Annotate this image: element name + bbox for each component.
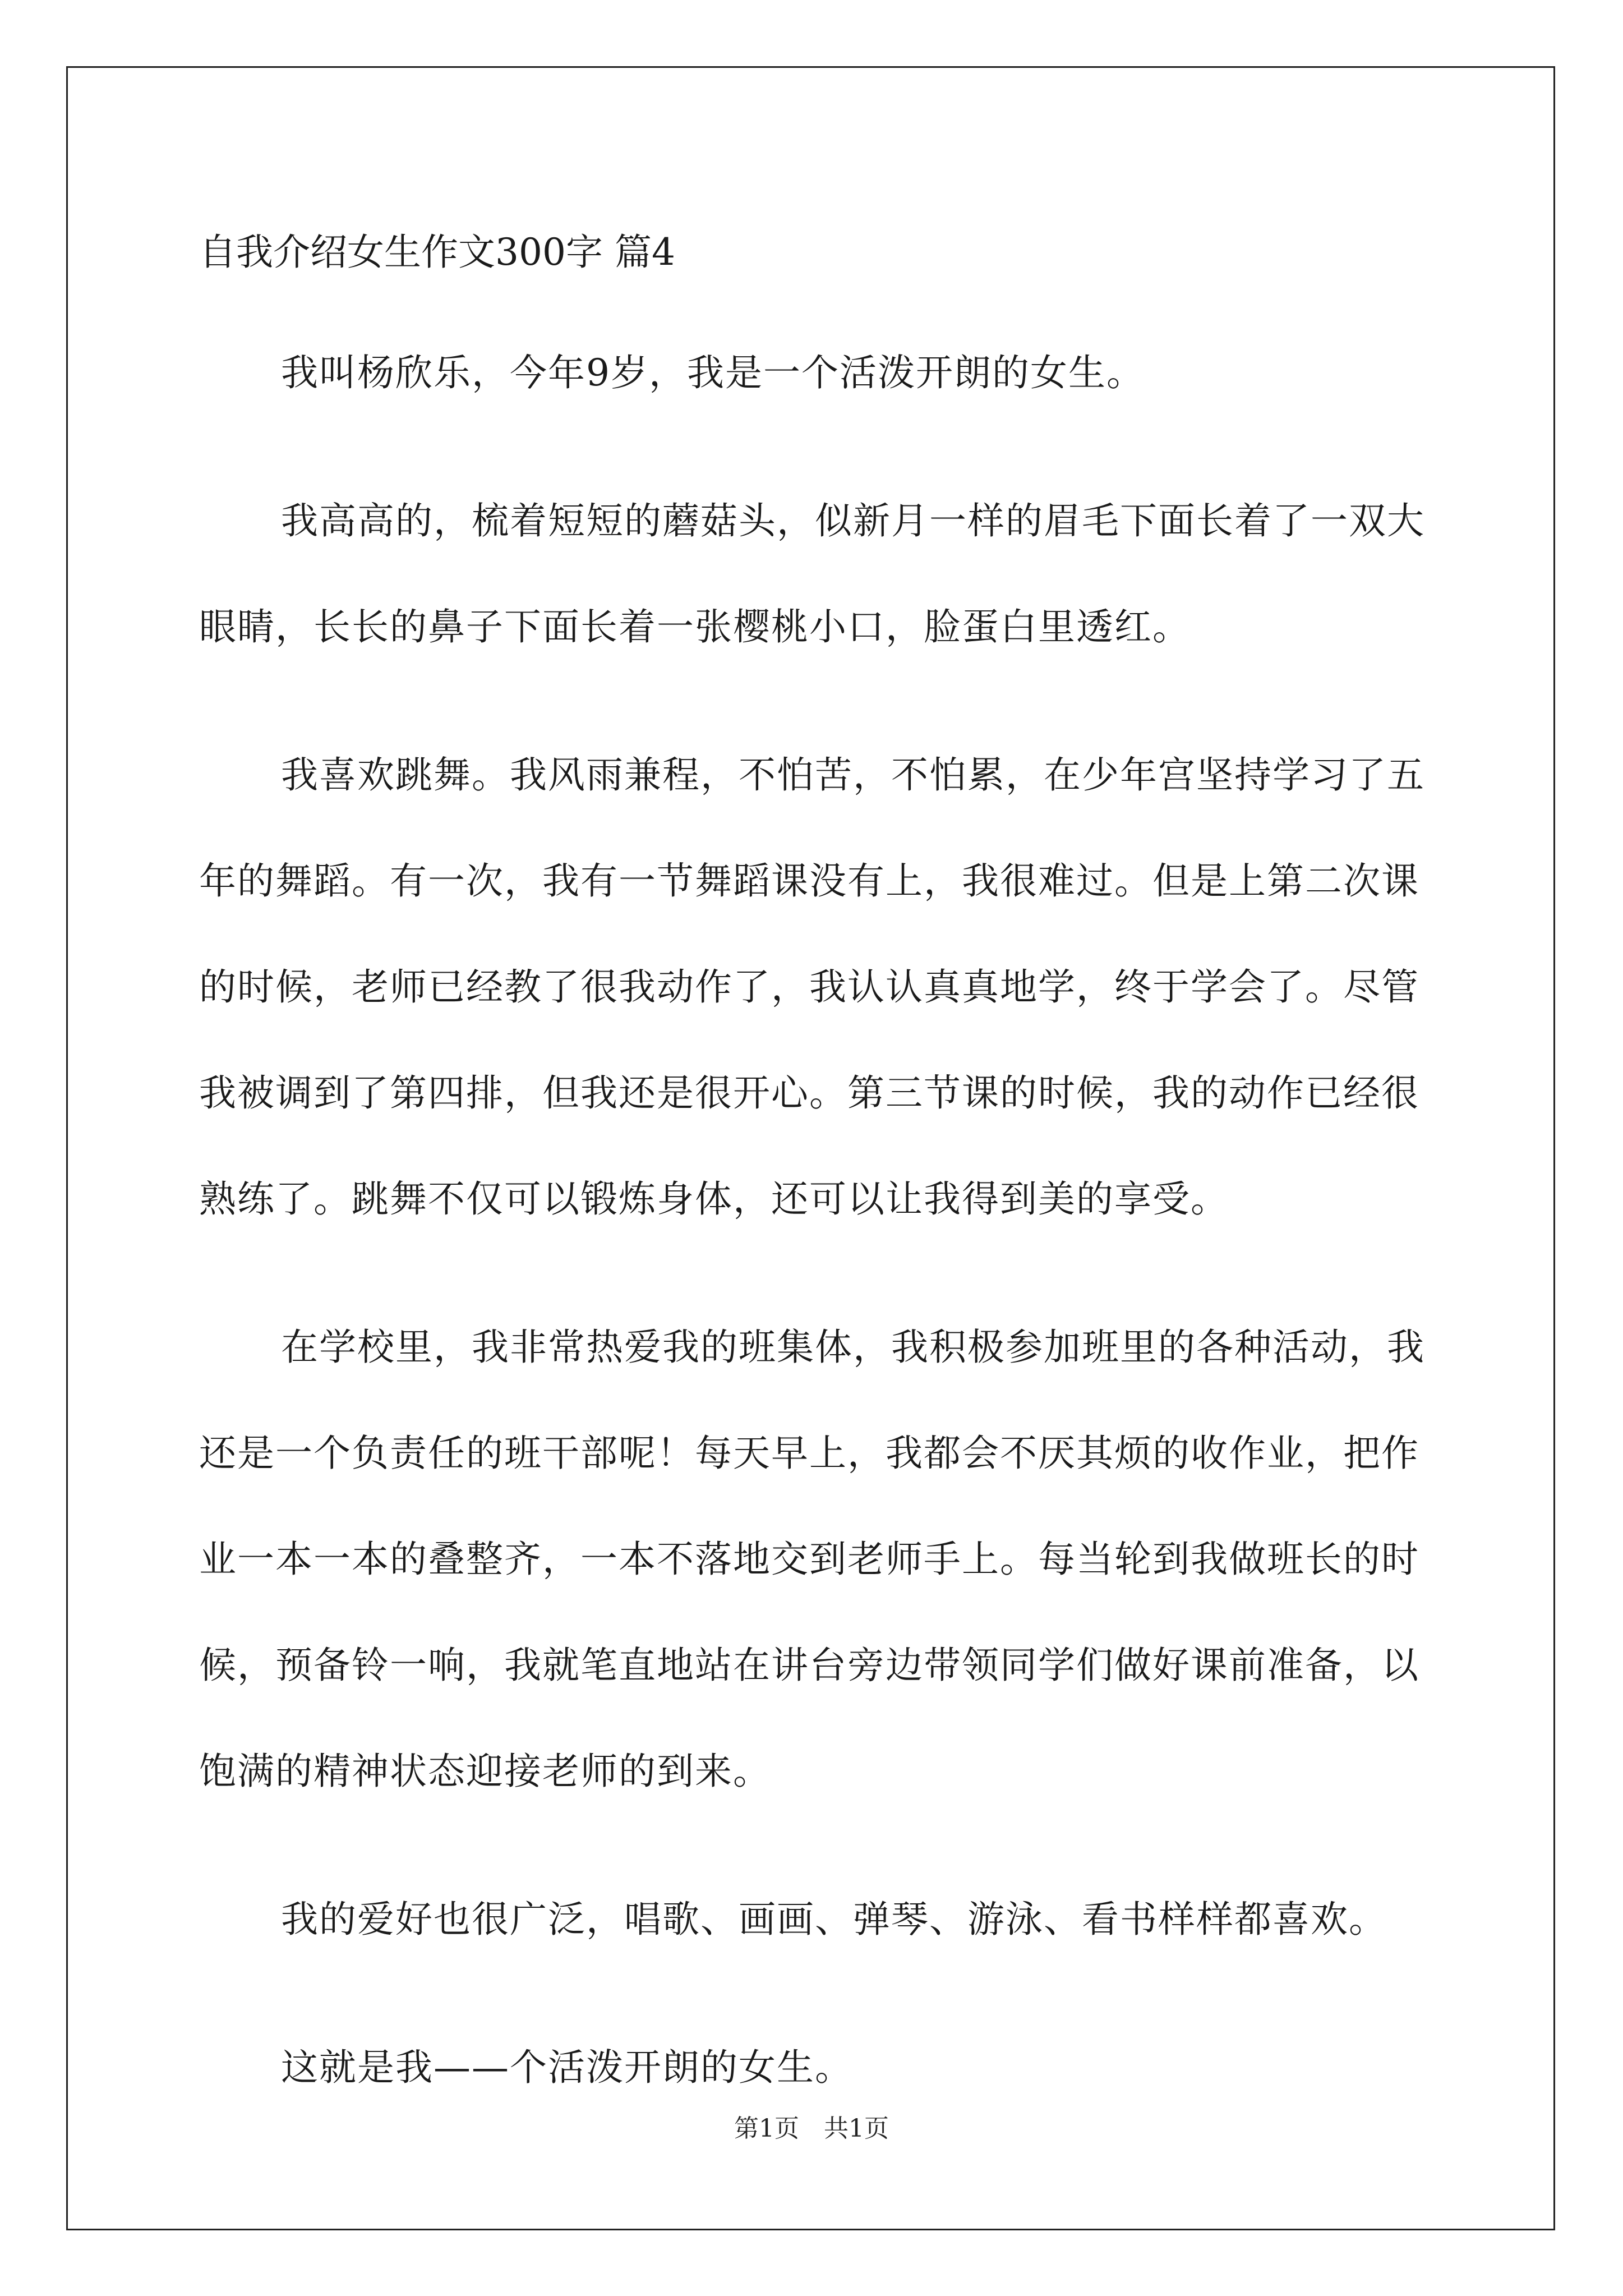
document-body	[199, 219, 1433, 2162]
paragraph-4: 在学校里，我非常热爱我的班集体，我积极参加班里的各种活动，我还是一个负责任的班干部呢！每天早上，我都会不厌其烦的收作业，把作业一本一本的叠整齐，一本不落地交到老师手上。每当轮到我做班长的时候，预备铃一响，我就笔直地站在讲台旁边带领同学们做好课前准备，以饱满的精神状态迎接老师的到来。	[199, 1326, 1425, 1793]
paragraph-3: 我喜欢跳舞。我风雨兼程，不怕苦，不怕累，在少年宫坚持学习了五年的舞蹈。有一次，我有一节舞蹈课没有上，我很难过。但是上第二次课的时候，老师已经教了很我动作了，我认认真真地学，终于学会了。尽管我被调到了第四排，但我还是很开心。第三节课的时候，我的动作已经很熟练了。跳舞不仅可以锻炼身体，还可以让我得到美的享受。	[199, 753, 1425, 1221]
paragraph-1: 我叫杨欣乐，今年9岁，我是一个活泼开朗的女生。	[281, 351, 1145, 394]
paragraph-6: 这就是我——个活泼开朗的女生。	[281, 2046, 853, 2089]
page-number: 第1页 共1页	[734, 2114, 889, 2143]
paragraph-5: 我的爱好也很广泛，唱歌、画画、弹琴、游泳、看书样样都喜欢。	[281, 1898, 1387, 1941]
document-title: 自我介绍女生作文300字 篇4	[199, 231, 675, 274]
paragraph-2: 我高高的，梳着短短的蘑菇头，似新月一样的眉毛下面长着了一双大眼睛，长长的鼻子下面长着一张樱桃小口，脸蛋白里透红。	[199, 499, 1425, 648]
